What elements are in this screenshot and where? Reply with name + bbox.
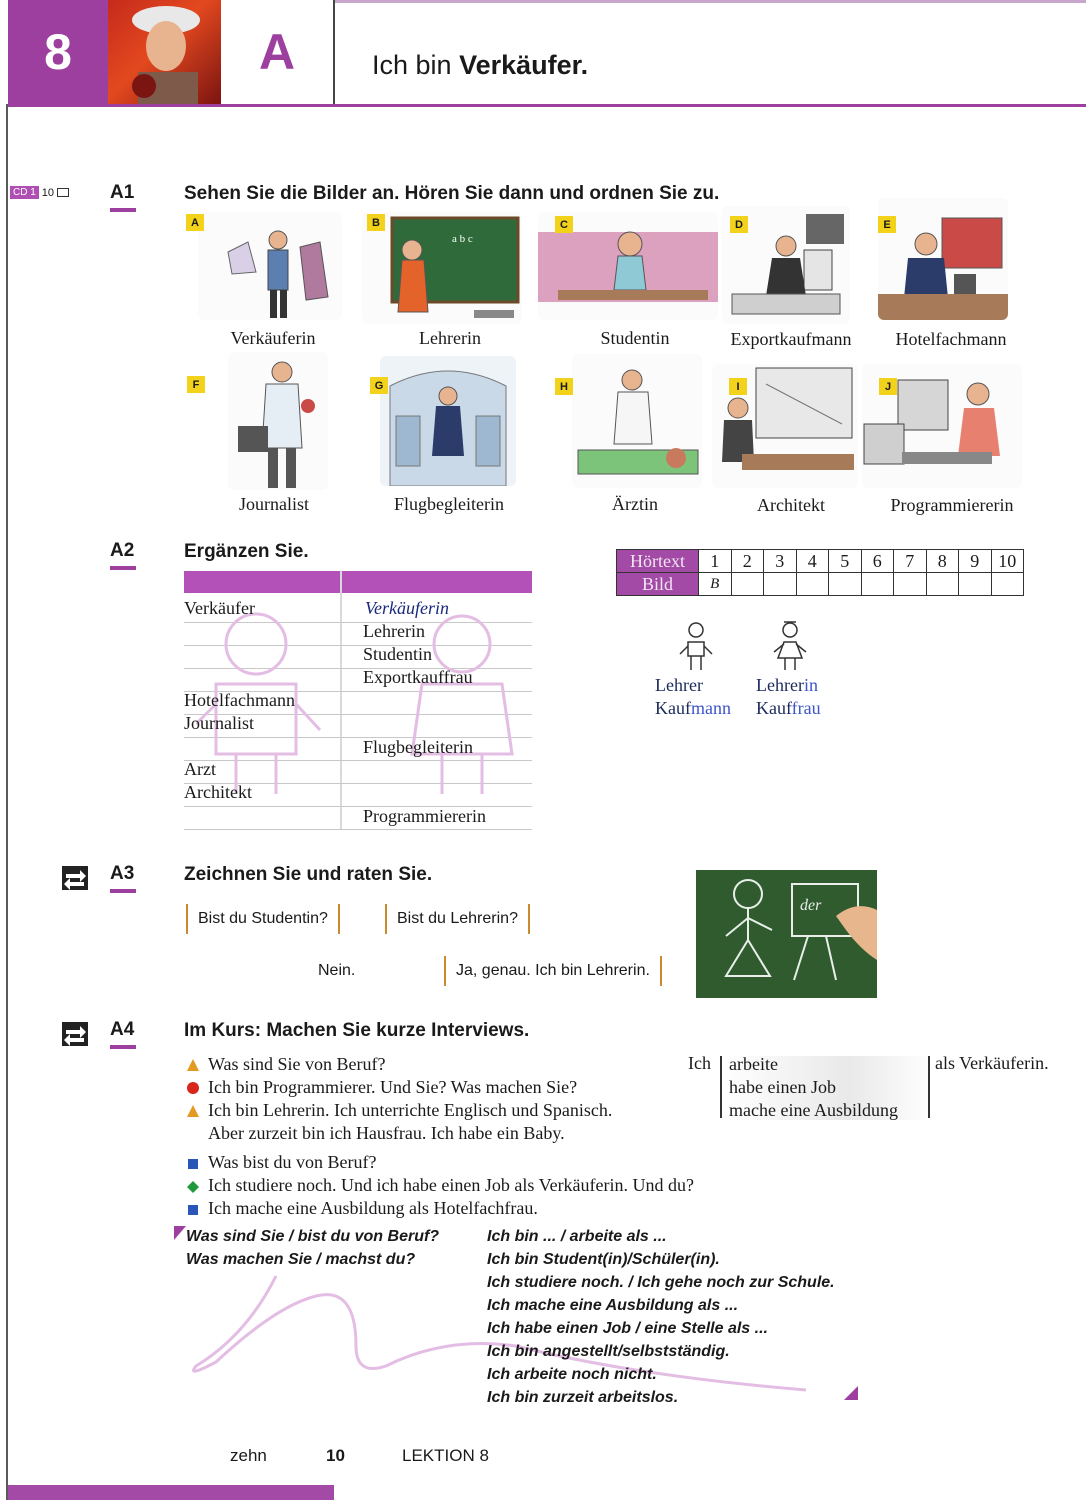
grammar-divider xyxy=(928,1056,930,1118)
picture-f-journalist xyxy=(228,352,328,490)
picture-letter: J xyxy=(879,378,897,395)
picture-h-doctor xyxy=(572,354,702,488)
picture-caption: Flugbegleiterin xyxy=(394,494,504,514)
square-marker-icon xyxy=(186,1203,200,1217)
grammar-complement: als Verkäuferin. xyxy=(935,1053,1049,1073)
female-form-teacher xyxy=(756,674,821,697)
grammar-subject: Ich xyxy=(688,1053,711,1073)
picture-letter: E xyxy=(878,216,896,233)
picture-letter: H xyxy=(555,378,573,395)
partner-activity-icon xyxy=(62,1022,88,1046)
page-number: 10 xyxy=(326,1446,345,1465)
hoertext-number: 2 xyxy=(731,550,764,573)
a2-left-item: Verkäufer xyxy=(184,598,255,618)
speech-bubble: Ja, genau. Ich bin Lehrerin. xyxy=(444,956,662,986)
header-photo xyxy=(108,0,221,104)
grammar-verb: mache eine Ausbildung xyxy=(729,1100,898,1120)
triangle-marker-icon xyxy=(186,1104,200,1118)
page-edge xyxy=(6,104,8,1500)
bild-answer[interactable] xyxy=(764,573,797,596)
bild-answer[interactable] xyxy=(894,573,927,596)
hoertext-number: 3 xyxy=(764,550,797,573)
exercise-a1-title: Sehen Sie die Bilder an. Hören Sie dann und ordnen Sie zu. xyxy=(184,183,720,204)
header-divider xyxy=(333,0,335,104)
exercise-a3-id: A3 xyxy=(110,863,135,884)
chalk-word: der xyxy=(800,897,822,914)
bild-label: Bild xyxy=(617,573,699,596)
bild-answer[interactable] xyxy=(959,573,992,596)
female-merchant-stem: Kauf xyxy=(756,698,792,718)
a2-right-item: Exportkauffrau xyxy=(363,667,473,687)
dialog-line: Ich mache eine Ausbildung als Hotelfachfrau. xyxy=(208,1198,538,1218)
hoertext-table xyxy=(616,549,1024,596)
square-marker-icon xyxy=(186,1157,200,1171)
grammar-verbs xyxy=(729,1053,898,1122)
phrase-question: Was machen Sie / machst du? xyxy=(186,1251,416,1268)
section-letter: A xyxy=(258,24,296,80)
male-figure-icon xyxy=(676,620,716,672)
male-merchant-ending: mann xyxy=(690,698,731,718)
picture-caption: Verkäuferin xyxy=(230,328,316,348)
bild-answer[interactable]: B xyxy=(699,573,732,596)
picture-caption: Ärztin xyxy=(612,494,658,514)
dialog-line: Ich bin Lehrerin. Ich unterrichte Englisch und Spanisch. xyxy=(208,1100,613,1120)
picture-caption: Architekt xyxy=(757,495,825,515)
exercise-a2-id: A2 xyxy=(110,540,135,561)
a2-handwritten-answer: Verkäuferin xyxy=(365,598,449,618)
female-forms xyxy=(756,674,821,720)
exercise-a2-title: Ergänzen Sie. xyxy=(184,541,309,562)
audio-marker xyxy=(10,186,69,199)
female-figure-icon xyxy=(770,618,810,672)
female-form-merchant xyxy=(756,697,821,720)
picture-letter: A xyxy=(186,214,204,231)
female-merchant-ending: frau xyxy=(791,698,821,718)
picture-caption: Hotelfachmann xyxy=(895,329,1007,349)
board-text: a b c xyxy=(452,233,473,245)
speech-bubble: Nein. xyxy=(306,956,367,986)
hoertext-number: 10 xyxy=(991,550,1024,573)
picture-letter: G xyxy=(370,377,388,394)
phrase-box-corner-icon xyxy=(174,1226,186,1240)
triangle-marker-icon xyxy=(186,1058,200,1072)
dialog-line: Ich studiere noch. Und ich habe einen Job als Verkäuferin. Und du? xyxy=(208,1175,695,1195)
hoertext-number: 5 xyxy=(829,550,862,573)
header-rule xyxy=(8,104,1086,107)
header-top-rule xyxy=(335,0,1086,3)
exercise-a3-title: Zeichnen Sie und raten Sie. xyxy=(184,864,433,885)
a2-left-item: Arzt xyxy=(184,759,216,779)
page-title xyxy=(372,50,588,81)
phrase-answer: Ich mache eine Ausbildung als ... xyxy=(487,1297,739,1314)
track-number: 10 xyxy=(41,186,55,199)
bild-answer[interactable] xyxy=(926,573,959,596)
phrase-answer: Ich habe einen Job / eine Stelle als ... xyxy=(487,1320,768,1337)
bild-answer[interactable] xyxy=(796,573,829,596)
picture-caption: Journalist xyxy=(239,494,309,514)
hoertext-number: 8 xyxy=(926,550,959,573)
a2-table-header xyxy=(184,571,532,593)
a2-right-item: Programmiererin xyxy=(363,806,486,826)
male-forms xyxy=(655,674,731,720)
grammar-verb: arbeite xyxy=(729,1054,778,1074)
phrase-box-corner-icon xyxy=(844,1386,858,1400)
a2-right-item: Flugbegleiterin xyxy=(363,737,473,757)
lesson-label: LEKTION 8 xyxy=(402,1446,489,1465)
chalkboard-photo xyxy=(696,870,877,998)
bild-answer[interactable] xyxy=(991,573,1024,596)
picture-letter: D xyxy=(730,216,748,233)
phrase-question: Was sind Sie / bist du von Beruf? xyxy=(186,1228,440,1245)
picture-letter: B xyxy=(367,214,385,231)
female-teacher-ending: in xyxy=(803,675,818,695)
dialog-line: Was sind Sie von Beruf? xyxy=(208,1054,386,1074)
male-form-teacher xyxy=(655,674,731,697)
bild-answer[interactable] xyxy=(829,573,862,596)
picture-b-teacher xyxy=(362,212,522,324)
a2-left-item: Architekt xyxy=(184,782,252,802)
picture-a-salesperson xyxy=(198,212,342,320)
phrase-answer: Ich bin zurzeit arbeitslos. xyxy=(487,1389,679,1406)
speech-bubble: Bist du Studentin? xyxy=(186,904,340,934)
lesson-number-badge: 8 xyxy=(8,0,108,104)
a2-line xyxy=(184,829,532,830)
title-prefix: Ich bin xyxy=(372,50,460,80)
a2-right-item: Lehrerin xyxy=(363,621,425,641)
picture-caption: Studentin xyxy=(600,328,670,348)
picture-caption: Programmiererin xyxy=(890,495,1014,515)
picture-caption: Exportkaufmann xyxy=(730,329,852,349)
hoertext-number: 9 xyxy=(959,550,992,573)
phrase-answer: Ich studiere noch. / Ich gehe noch zur Schule. xyxy=(487,1274,835,1291)
exercise-a4-id: A4 xyxy=(110,1019,135,1040)
hoertext-number: 1 xyxy=(699,550,732,573)
male-teacher-text: Lehrer xyxy=(655,675,703,695)
dialog-line: Aber zurzeit bin ich Hausfrau. Ich habe ein Baby. xyxy=(208,1123,565,1143)
picture-letter: F xyxy=(187,376,205,393)
circle-marker-icon xyxy=(186,1081,200,1095)
bild-answer[interactable] xyxy=(861,573,894,596)
picture-g-flight-attendant xyxy=(380,356,516,486)
cassette-icon xyxy=(57,188,69,197)
picture-letter: C xyxy=(555,216,573,233)
a2-left-item: Journalist xyxy=(184,713,254,733)
cd-badge: CD 1 xyxy=(10,186,39,199)
phrase-answer: Ich bin angestellt/selbstständig. xyxy=(487,1343,730,1360)
male-form-merchant xyxy=(655,697,731,720)
exercise-a1-id: A1 xyxy=(110,182,135,203)
dialog-line: Ich bin Programmierer. Und Sie? Was machen Sie? xyxy=(208,1077,578,1097)
partner-activity-icon xyxy=(62,866,88,890)
dialog-line: Was bist du von Beruf? xyxy=(208,1152,377,1172)
diamond-marker-icon xyxy=(186,1180,200,1194)
phrase-answer: Ich bin ... / arbeite als ... xyxy=(487,1228,667,1245)
a2-right-item: Studentin xyxy=(363,644,433,664)
a2-left-item: Hotelfachmann xyxy=(184,690,295,710)
hoertext-label: Hörtext xyxy=(617,550,699,573)
hoertext-number: 7 xyxy=(894,550,927,573)
phrase-answer: Ich arbeite noch nicht. xyxy=(487,1366,657,1383)
footer-bar xyxy=(8,1485,334,1500)
male-merchant-stem: Kauf xyxy=(655,698,691,718)
female-teacher-stem: Lehrer xyxy=(756,675,804,695)
phrase-answer: Ich bin Student(in)/Schüler(in). xyxy=(487,1251,720,1268)
hoertext-number: 4 xyxy=(796,550,829,573)
grammar-verb: habe einen Job xyxy=(729,1077,836,1097)
page-word: zehn xyxy=(230,1446,267,1465)
picture-letter: I xyxy=(729,378,747,395)
title-bold: Verkäufer. xyxy=(459,50,589,80)
exercise-a4-title: Im Kurs: Machen Sie kurze Interviews. xyxy=(184,1020,530,1041)
picture-caption: Lehrerin xyxy=(419,328,481,348)
grammar-divider xyxy=(720,1056,722,1118)
bild-answer[interactable] xyxy=(731,573,764,596)
speech-bubble: Bist du Lehrerin? xyxy=(385,904,530,934)
picture-e-hotel-specialist xyxy=(878,198,1008,320)
hoertext-number: 6 xyxy=(861,550,894,573)
